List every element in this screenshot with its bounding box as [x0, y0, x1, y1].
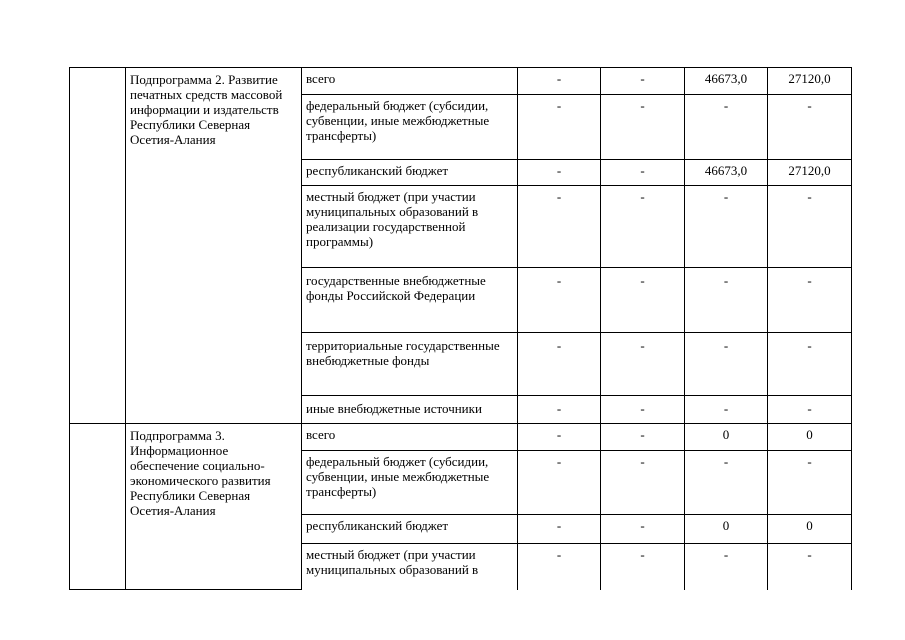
value-cell: - [518, 186, 601, 268]
value-cell: - [685, 186, 768, 268]
subprogram-2-title: Подпрограмма 2. Развитие печатных средств массовой информации и издательств Республики Северная Осетия-Алания [126, 68, 302, 424]
value-cell: - [685, 333, 768, 396]
value-cell: - [685, 451, 768, 515]
value-cell: - [518, 424, 601, 451]
funding-source: государственные внебюджетные фонды Российской Федерации [302, 268, 518, 333]
value-cell: - [518, 268, 601, 333]
value-cell: 0 [768, 515, 852, 544]
value-cell: 0 [768, 424, 852, 451]
value-cell: - [601, 544, 685, 590]
value-cell: - [601, 424, 685, 451]
value-cell: - [685, 396, 768, 424]
value-cell: - [601, 160, 685, 186]
value-cell: - [768, 95, 852, 160]
value-cell: 0 [685, 424, 768, 451]
value-cell: - [601, 95, 685, 160]
value-cell: - [768, 451, 852, 515]
value-cell: - [601, 333, 685, 396]
value-cell: - [518, 160, 601, 186]
funding-source: республиканский бюджет [302, 160, 518, 186]
value-cell: - [518, 396, 601, 424]
funding-source: всего [302, 68, 518, 95]
value-cell: - [601, 68, 685, 95]
value-cell: 27120,0 [768, 160, 852, 186]
value-cell: - [518, 451, 601, 515]
value-cell: 46673,0 [685, 160, 768, 186]
funding-source: иные внебюджетные источники [302, 396, 518, 424]
value-cell: - [768, 333, 852, 396]
funding-source: республиканский бюджет [302, 515, 518, 544]
value-cell: 27120,0 [768, 68, 852, 95]
value-cell: - [601, 515, 685, 544]
value-cell: - [601, 186, 685, 268]
value-cell: - [685, 95, 768, 160]
funding-source: местный бюджет (при участии муниципальных образований в реализации государственной программы) [302, 186, 518, 268]
value-cell: - [518, 95, 601, 160]
value-cell: 46673,0 [685, 68, 768, 95]
value-cell: - [518, 544, 601, 590]
funding-source: федеральный бюджет (субсидии, субвенции, иные межбюджетные трансферты) [302, 451, 518, 515]
value-cell: - [685, 544, 768, 590]
funding-source: территориальные государственные внебюджетные фонды [302, 333, 518, 396]
value-cell: - [768, 268, 852, 333]
funding-source: всего [302, 424, 518, 451]
value-cell: - [601, 451, 685, 515]
subprogram-3-title: Подпрограмма 3. Информационное обеспечение социально-экономического развития Республики Северная Осетия-Алания [126, 424, 302, 590]
value-cell: - [518, 515, 601, 544]
value-cell: 0 [685, 515, 768, 544]
funding-source: федеральный бюджет (субсидии, субвенции, иные межбюджетные трансферты) [302, 95, 518, 160]
value-cell: - [601, 396, 685, 424]
value-cell: - [768, 186, 852, 268]
value-cell: - [768, 396, 852, 424]
row-number-cell [70, 424, 126, 590]
value-cell: - [518, 68, 601, 95]
value-cell: - [601, 268, 685, 333]
value-cell: - [518, 333, 601, 396]
value-cell: - [768, 544, 852, 590]
budget-table [69, 67, 852, 590]
value-cell: - [685, 268, 768, 333]
row-number-cell [70, 68, 126, 424]
funding-source: местный бюджет (при участии муниципальных образований в [302, 544, 518, 590]
